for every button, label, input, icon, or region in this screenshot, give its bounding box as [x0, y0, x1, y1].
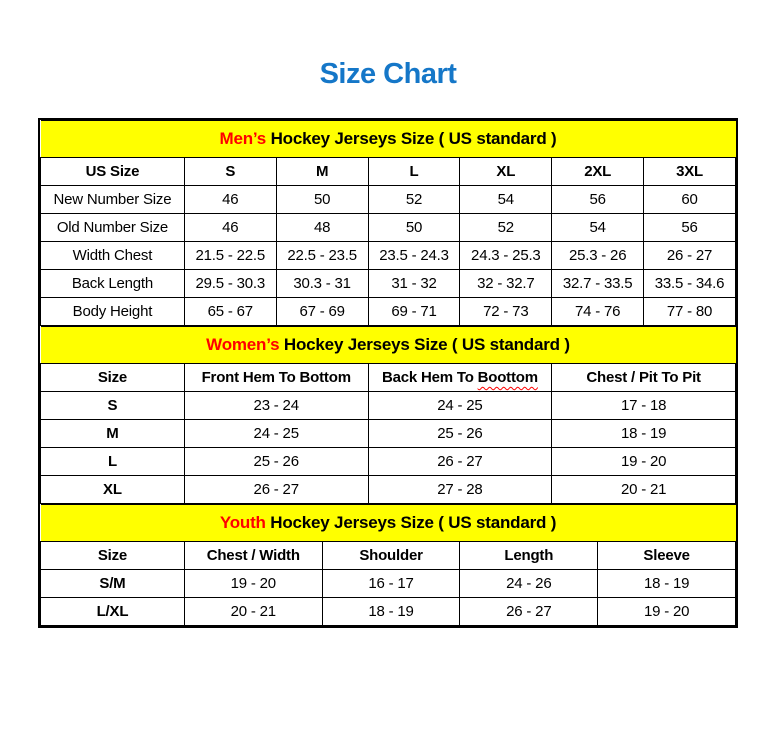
size-value-cell: 27 - 28: [368, 476, 552, 504]
size-value-cell: 24 - 25: [184, 420, 368, 448]
column-header-text: Back Hem To: [381, 369, 478, 386]
size-value-cell: 24 - 26: [460, 570, 598, 598]
column-header-cell: Front Hem To Bottom: [184, 364, 368, 392]
size-value-cell: 52: [460, 214, 552, 242]
table-row: [41, 298, 736, 326]
size-value-cell: 33.5 - 34.6: [644, 270, 736, 298]
size-value-cell: 18 - 19: [322, 598, 460, 626]
size-value-cell: 25.3 - 26: [552, 242, 644, 270]
column-header-misspelled-word: Boottom: [477, 369, 538, 386]
size-value-cell: 17 - 18: [552, 392, 736, 420]
size-value-cell: 19 - 20: [184, 570, 322, 598]
size-value-cell: 54: [552, 214, 644, 242]
row-label-cell: New Number Size: [41, 186, 185, 214]
size-value-cell: 56: [644, 214, 736, 242]
column-header-cell: Shoulder: [322, 542, 460, 570]
size-value-cell: 46: [184, 186, 276, 214]
column-header-cell: Chest / Width: [184, 542, 322, 570]
column-header-cell: Sleeve: [598, 542, 736, 570]
size-table-mens: [40, 120, 736, 326]
table-row: [41, 214, 736, 242]
section-band-cell: [41, 505, 736, 542]
table-row: [41, 598, 736, 626]
size-table-womens: [40, 326, 736, 504]
table-row: [41, 392, 736, 420]
table-row: [41, 420, 736, 448]
size-value-cell: 32 - 32.7: [460, 270, 552, 298]
size-value-cell: 26 - 27: [368, 448, 552, 476]
size-value-cell: 21.5 - 22.5: [184, 242, 276, 270]
column-header-cell: [368, 364, 552, 392]
section-title-rest: Hockey Jerseys Size ( US standard ): [279, 335, 570, 354]
size-value-cell: 31 - 32: [368, 270, 460, 298]
size-value-cell: 20 - 21: [552, 476, 736, 504]
size-value-cell: 26 - 27: [184, 476, 368, 504]
size-value-cell: 26 - 27: [644, 242, 736, 270]
size-value-cell: 19 - 20: [598, 598, 736, 626]
row-label-cell: L: [41, 448, 185, 476]
size-value-cell: 50: [368, 214, 460, 242]
size-value-cell: 20 - 21: [184, 598, 322, 626]
column-header-cell: Length: [460, 542, 598, 570]
size-value-cell: 56: [552, 186, 644, 214]
size-value-cell: 60: [644, 186, 736, 214]
section-band: [41, 505, 736, 542]
column-header-cell: S: [184, 158, 276, 186]
size-value-cell: 24 - 25: [368, 392, 552, 420]
column-header-cell: Size: [41, 364, 185, 392]
row-label-cell: Body Height: [41, 298, 185, 326]
section-title-highlight: Youth: [219, 513, 266, 532]
size-value-cell: 22.5 - 23.5: [276, 242, 368, 270]
column-header-cell: US Size: [41, 158, 185, 186]
table-row: [41, 448, 736, 476]
column-header-cell: L: [368, 158, 460, 186]
section-title-highlight: Men’s: [219, 129, 267, 148]
size-value-cell: 52: [368, 186, 460, 214]
row-label-cell: S/M: [41, 570, 185, 598]
size-value-cell: 29.5 - 30.3: [184, 270, 276, 298]
size-value-cell: 54: [460, 186, 552, 214]
row-label-cell: Back Length: [41, 270, 185, 298]
table-row: [41, 186, 736, 214]
size-value-cell: 23.5 - 24.3: [368, 242, 460, 270]
row-label-cell: Old Number Size: [41, 214, 185, 242]
row-label-cell: XL: [41, 476, 185, 504]
size-value-cell: 50: [276, 186, 368, 214]
size-value-cell: 26 - 27: [460, 598, 598, 626]
size-value-cell: 77 - 80: [644, 298, 736, 326]
section-title-rest: Hockey Jerseys Size ( US standard ): [266, 129, 557, 148]
size-value-cell: 24.3 - 25.3: [460, 242, 552, 270]
size-value-cell: 72 - 73: [460, 298, 552, 326]
size-value-cell: 74 - 76: [552, 298, 644, 326]
page-title: Size Chart: [319, 58, 457, 90]
section-title-rest: Hockey Jerseys Size ( US standard ): [265, 513, 557, 532]
section-band-cell: [41, 121, 736, 158]
column-header-cell: Chest / Pit To Pit: [552, 364, 736, 392]
size-value-cell: 16 - 17: [322, 570, 460, 598]
table-row: [41, 476, 736, 504]
row-label-cell: Width Chest: [41, 242, 185, 270]
size-chart-page: [0, 58, 776, 628]
section-band: [41, 121, 736, 158]
size-value-cell: 32.7 - 33.5: [552, 270, 644, 298]
table-row: [41, 570, 736, 598]
row-label-cell: L/XL: [41, 598, 185, 626]
size-value-cell: 18 - 19: [552, 420, 736, 448]
size-value-cell: 19 - 20: [552, 448, 736, 476]
size-value-cell: 67 - 69: [276, 298, 368, 326]
size-value-cell: 23 - 24: [184, 392, 368, 420]
column-header-row: [41, 364, 736, 392]
table-row: [41, 270, 736, 298]
size-value-cell: 69 - 71: [368, 298, 460, 326]
row-label-cell: M: [41, 420, 185, 448]
column-header-cell: XL: [460, 158, 552, 186]
size-table-youth: [40, 504, 736, 626]
row-label-cell: S: [41, 392, 185, 420]
size-value-cell: 46: [184, 214, 276, 242]
size-value-cell: 30.3 - 31: [276, 270, 368, 298]
column-header-cell: 3XL: [644, 158, 736, 186]
section-band: [41, 327, 736, 364]
section-band-cell: [41, 327, 736, 364]
column-header-cell: Size: [41, 542, 185, 570]
size-value-cell: 25 - 26: [184, 448, 368, 476]
size-value-cell: 65 - 67: [184, 298, 276, 326]
size-value-cell: 48: [276, 214, 368, 242]
column-header-cell: 2XL: [552, 158, 644, 186]
table-row: [41, 242, 736, 270]
size-value-cell: 18 - 19: [598, 570, 736, 598]
column-header-row: [41, 158, 736, 186]
column-header-cell: M: [276, 158, 368, 186]
column-header-row: [41, 542, 736, 570]
size-chart-table-group: [38, 118, 738, 628]
section-title-highlight: Women’s: [206, 335, 280, 354]
size-value-cell: 25 - 26: [368, 420, 552, 448]
